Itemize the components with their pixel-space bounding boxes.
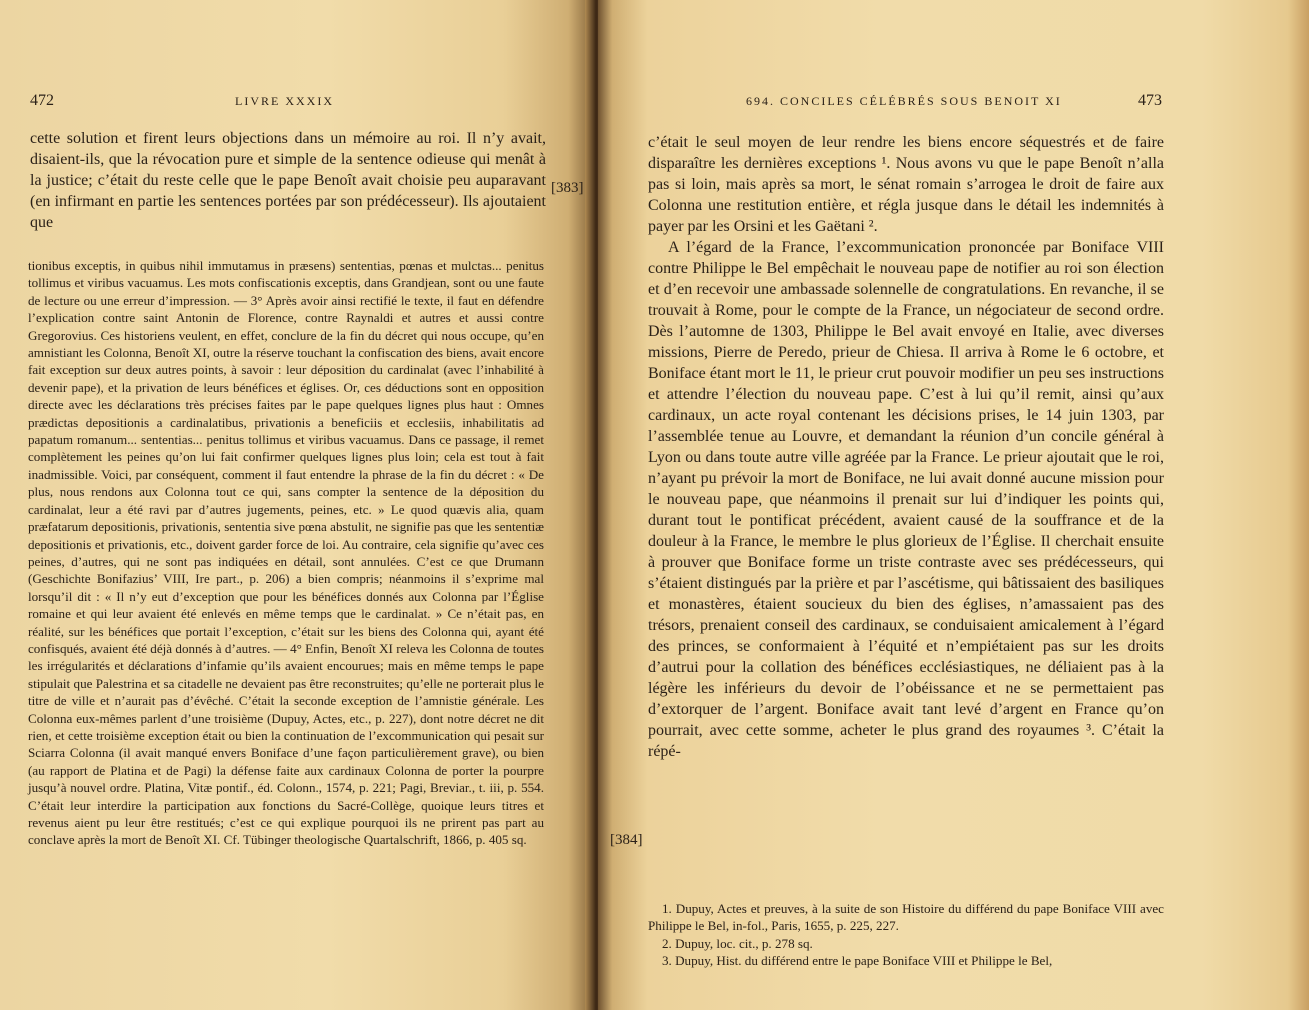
right-body-paragraph-1: c’était le seul moyen de leur rendre les biens encore séquestrés et de faire disparaître les dernières exceptions ¹. Nous avons vu que le pape Benoît n’alla pas si loin, mais après sa mort, le sénat romain s’arrogea le droit de faire aux Colonna une restitution entière, et régla jusque dans le détail les indemnités à payer par les Orsini et les Gaëtani ². (648, 134, 1164, 235)
left-footnote-block (28, 257, 544, 849)
right-running-header: 694. CONCILES CÉLÉBRÉS SOUS BENOIT XI (746, 94, 1062, 108)
right-page-number: 473 (1138, 92, 1162, 109)
footnote-3: 3. Dupuy, Hist. du différend entre le pape Boniface VIII et Philippe le Bel, (662, 953, 1053, 969)
footnote-2: 2. Dupuy, loc. cit., p. 278 sq. (662, 935, 813, 951)
footnote-1: 1. Dupuy, Actes et preuves, à la suite de son Histoire du différend du pape Boniface VIII avec Philippe le Bel, in-fol., Paris, 1655, p. 225, 227. (648, 901, 1164, 934)
left-body-paragraph: cette solution et firent leurs objections dans un mémoire au roi. Il n’y avait, disaient-ils, que la révocation pure et simple de la sentence odieuse qui menât à la justice; c’était du reste celle que le pape Benoît avait choisie peu auparavant (en infirmant en partie les sentences portées par son prédécesseur). Ils ajoutaient que (30, 130, 546, 231)
right-page (598, 0, 1309, 1010)
right-footnotes (648, 900, 1164, 970)
left-margin-marker: [383] (551, 180, 584, 196)
left-page (0, 0, 592, 1010)
right-body-paragraph-2: A l’égard de la France, l’excommunication prononcée par Boniface VIII contre Philippe le Bel empêchait le nouveau pape de notifier au roi son élection et d’en recevoir une ambassade solennelle de congratulations. En revanche, il se trouvait à Rome, pour le compte de la France, un négociateur de second ordre. Dès l’automne de 1303, Philippe le Bel avait envoyé en Italie, avec diverses missions, Pierre de Peredo, prieur de Chiesa. Il arriva à Rome le 6 octobre, et Boniface étant mort le 11, le prieur crut pouvoir modifier un peu ses instructions et attendre l’élection du nouveau pape. C’est à lui qu’il remit, ainsi qu’aux cardinaux, un acte royal contenant les décisions prises, le 14 juin 1303, par l’assemblée tenue au Louvre, et demandant la réunion d’un concile général à Lyon ou dans toute autre ville agréée par la France. Le prieur ajoutait que le roi, n’ayant pu prévoir la mort de Boniface, ne lui avait donné aucune mission pour le nouveau pape, que néanmoins il prenait sur lui d’indiquer les points qui, durant tout le pontificat précédent, avaient causé de la souffrance et de la douleur à la France, le membre le plus glorieux de l’Église. Il cherchait ensuite à prouver que Boniface forme un triste contraste avec ses prédécesseurs, qui s’étaient distingués par la prière et par l’ascétisme, qui bâtissaient des basiliques et monastères, étaient soucieux du bien des églises, n’amassaient pas des trésors, prenaient conseil des cardinaux, se conduisaient amicalement à l’égard des princes, se conformaient à l’équité et n’empiétaient pas sur les droits d’autrui pour la collation des bénéfices ecclésiastiques, ne déliaient pas à la légère les inférieurs du devoir de l’obéissance et ne se permettaient pas d’extorquer de l’argent. Boniface avait tant levé d’argent en France qu’on pourrait, avec cette somme, acheter le plus grand des royaumes ³. C’était la répé- (648, 239, 1164, 760)
right-margin-marker: [384] (610, 832, 643, 848)
left-body-text (30, 128, 546, 233)
left-page-number: 472 (30, 92, 54, 109)
right-body-text (648, 132, 1164, 762)
left-running-header: LIVRE XXXIX (235, 94, 334, 108)
left-footnote-continuation: tionibus exceptis, in quibus nihil immutamus in præsens) sententias, pœnas et mulctas... penitus tollimus et viribus vacuamus. Les mots confiscationis exceptis, dans Grandjean, sont ou une faute de lecture ou une erreur d’impression. — 3° Après avoir ainsi rectifié le texte, il faut en défendre l’explication contre saint Antonin de Florence, contre Raynaldi et autres et aussi contre Gregorovius. Ces historiens veulent, en effet, conclure de la fin du décret qui nous occupe, qu’en amnistiant les Colonna, Benoît XI, outre la réserve touchant la confiscation des biens, avait encore fait exception sur deux autres points, à savoir : leur déposition du cardinalat (avec l’inhabilité à devenir pape), et la privation de leurs bénéfices et églises. Or, ces déductions sont en opposition directe avec les déclarations très précises faites par le pape quelques lignes plus haut : Omnes prædictas depositionis a cardinalatibus, privationis a beneficiis et ecclesiis, inhabilitatis ad papatum romanum... sententias... penitus tollimus et viribus vacuamus. Dans ce passage, il remet complètement les peines qu’on lui fait confirmer quelques lignes plus loin; cela est tout à fait inadmissible. Voici, par conséquent, comment il faut entendre la phrase de la fin du décret : « De plus, nous rendons aux Colonna tout ce qui, sans compter la sentence de la déposition du cardinalat, leur a été ravi par d’autres jugements, peines, etc. » Le quod quævis alia, quam præfatarum depositionis, privationis, sententia sive pœna abstulit, ne signifie pas que les sententiæ depositionis et privationis, etc., doivent garder force de loi. Au contraire, cela signifie qu’avec ces peines, d’autres, qui ne sont pas indiquées en détail, sont annulées. C’est ce que Drumann (Geschichte Bonifazius’ VIII, Ire part., p. 206) a bien compris; néanmoins il s’exprime mal lorsqu’il dit : « Il n’y eut d’exception que pour les bénéfices donnés aux Colonna par l’Église romaine et qui leur avaient été enlevés en même temps que le cardinalat. » Ce n’était pas, en réalité, sur les bénéfices que portait l’exception, c’était sur les biens des Colonna qui, ayant été confisqués, avaient été déjà donnés à d’autres. — 4° Enfin, Benoît XI releva les Colonna de toutes les irrégularités et déclarations d’infamie qu’ils avaient encourues; mais en même temps le pape stipulait que Palestrina et sa citadelle ne devaient pas être reconstruites; qu’elle ne porterait plus le titre de ville et n’aurait pas d’évêché. C’était la seconde exception de l’amnistie générale. Les Colonna eux-mêmes parlent d’une troisième (Dupuy, Actes, etc., p. 227), dont notre décret ne dit rien, et cette troisième exception était ou bien la continuation de l’excommunication qui pesait sur Sciarra Colonna (il avait manqué envers Boniface d’une façon particulièrement grave), ou bien (au rapport de Platina et de Pagi) la défense faite aux cardinaux Colonna de porter la pourpre jusqu’à nouvel ordre. Platina, Vitæ pontif., éd. Colonn., 1574, p. 221; Pagi, Breviar., t. iii, p. 554. C’était leur interdire la participation aux fonctions du Sacré-Collège, quoique leurs titres et revenus aient pu leur être restitués; c’est ce qui explique pourquoi ils ne prirent pas part au conclave après la mort de Benoît XI. Cf. Tübinger theologische Quartalschrift, 1866, p. 405 sq. (28, 258, 544, 848)
